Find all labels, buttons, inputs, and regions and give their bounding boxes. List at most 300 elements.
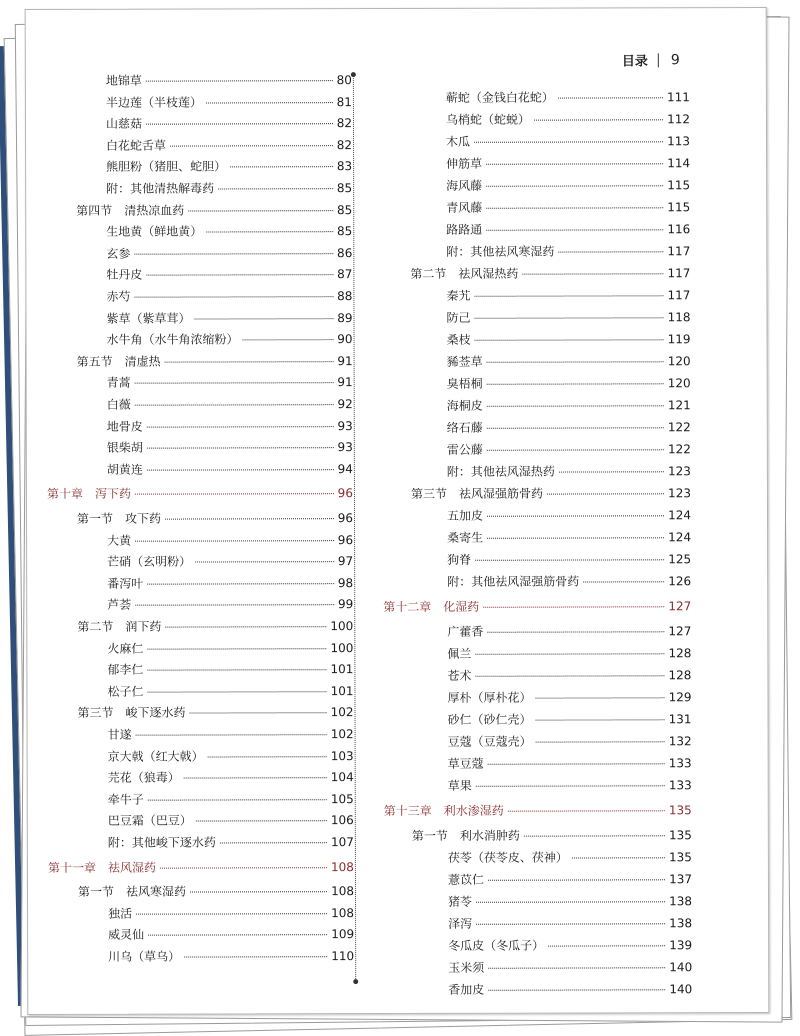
dot-leader <box>165 518 334 519</box>
toc-entry[interactable] <box>108 833 354 851</box>
toc-entry[interactable] <box>107 330 353 348</box>
toc-entry[interactable] <box>447 330 691 348</box>
dot-leader <box>486 229 663 230</box>
toc-entry-title: 薏苡仁 <box>447 872 484 887</box>
toc-entry-title: 草果 <box>447 778 472 793</box>
dot-leader <box>184 956 327 957</box>
dot-leader <box>476 901 665 902</box>
toc-page-number: 140 <box>669 982 693 997</box>
dot-leader <box>486 185 663 186</box>
toc-page-number: 115 <box>667 200 691 215</box>
toc-page-number: 123 <box>668 486 691 501</box>
toc-entry[interactable] <box>106 71 352 89</box>
toc-chapter-number: 第十一章 <box>47 860 96 875</box>
toc-page-number: 129 <box>668 690 692 705</box>
dot-leader <box>195 561 334 562</box>
dot-leader <box>146 80 333 81</box>
toc-page-number: 121 <box>667 398 691 413</box>
toc-entry-title: 络石藤 <box>446 420 483 435</box>
dot-leader <box>483 606 664 607</box>
toc-page-number: 85 <box>336 202 353 217</box>
dot-leader <box>487 383 664 384</box>
dot-leader <box>508 810 665 811</box>
toc-entry[interactable] <box>106 114 352 132</box>
toc-entry-title: 桑枝 <box>446 332 471 347</box>
toc-entry[interactable] <box>108 947 354 965</box>
toc-entry[interactable] <box>107 438 353 456</box>
dot-leader <box>147 583 334 584</box>
toc-page-number: 139 <box>669 938 693 953</box>
dot-leader <box>134 253 333 255</box>
toc-entry-title: 紫草（紫草茸） <box>106 311 191 326</box>
toc-entry-title: 山慈菇 <box>105 116 143 131</box>
dot-leader <box>146 275 333 276</box>
dot-leader <box>165 361 334 362</box>
toc-entry[interactable] <box>107 374 353 392</box>
dot-leader <box>536 741 665 742</box>
toc-page-number: 94 <box>337 461 353 476</box>
toc-entry-title: 赤芍 <box>106 289 131 304</box>
toc-page-number: 85 <box>336 224 353 239</box>
toc-entry[interactable] <box>446 220 690 238</box>
toc-entry-title: 芫花（狼毒） <box>107 770 180 785</box>
toc-entry-title: 青蒿 <box>106 376 131 391</box>
toc-entry-title: 祛风湿药 <box>107 860 156 875</box>
dot-leader <box>136 913 327 915</box>
toc-entry-title: 独活 <box>108 906 133 921</box>
dot-leader <box>487 405 664 406</box>
toc-section-entry[interactable] <box>76 201 352 219</box>
toc-entry[interactable] <box>446 154 690 172</box>
toc-entry-title: 番泻叶 <box>107 576 144 591</box>
toc-entry[interactable] <box>108 725 354 743</box>
toc-entry-title: 秦艽 <box>446 288 471 303</box>
toc-entry[interactable] <box>108 747 354 765</box>
toc-page-number: 117 <box>667 266 691 281</box>
toc-entry-title: 路路通 <box>446 222 483 237</box>
dot-leader <box>486 163 663 164</box>
toc-entry-title: 第二节 祛风湿热药 <box>410 266 519 281</box>
toc-entry[interactable] <box>446 88 690 106</box>
toc-entry[interactable] <box>446 242 690 260</box>
toc-page-number: 80 <box>336 73 352 88</box>
toc-entry[interactable] <box>448 732 692 750</box>
toc-entry-title: 牡丹皮 <box>106 268 143 283</box>
toc-entry-title: 豨莶草 <box>446 354 483 369</box>
toc-entry-title: 海风藤 <box>446 178 483 193</box>
toc-entry[interactable] <box>446 176 690 194</box>
dot-leader <box>534 119 663 120</box>
dot-leader <box>148 935 327 936</box>
toc-entry-title: 第一节 祛风寒湿药 <box>77 884 187 900</box>
toc-section-entry[interactable] <box>77 509 353 527</box>
toc-entry[interactable] <box>107 531 353 549</box>
toc-entry-title: 蕲蛇（金钱白花蛇） <box>445 90 554 105</box>
toc-page-number: 92 <box>337 397 353 412</box>
toc-entry-title: 狗脊 <box>447 552 472 567</box>
toc-page-number: 105 <box>330 791 354 806</box>
toc-entry-title: 附：其他清热解毒药 <box>106 181 215 196</box>
toc-entry-title: 豆蔻（豆蔻壳） <box>447 734 532 749</box>
dot-leader <box>475 653 664 654</box>
toc-page-number: 101 <box>330 683 354 698</box>
dot-leader <box>548 945 665 946</box>
toc-entry[interactable] <box>448 980 692 998</box>
toc-entry[interactable] <box>448 776 692 794</box>
toc-entry-title: 草豆蔻 <box>447 756 484 771</box>
dot-leader <box>475 559 664 560</box>
toc-entry[interactable] <box>447 506 691 524</box>
toc-entry[interactable] <box>447 418 691 436</box>
toc-entry[interactable] <box>448 958 692 976</box>
toc-page-number: 96 <box>337 486 353 501</box>
toc-page-number: 108 <box>331 859 354 874</box>
toc-entry-title: 广藿香 <box>447 624 484 639</box>
dot-leader <box>147 669 326 670</box>
header-section-title: 目录 <box>621 54 648 70</box>
dot-leader <box>160 867 327 868</box>
toc-entry-title: 附：其他峻下逐水药 <box>107 835 216 850</box>
toc-entry-title: 五加皮 <box>446 508 484 523</box>
toc-chapter-entry[interactable] <box>384 801 692 819</box>
toc-entry[interactable] <box>447 666 691 684</box>
dot-leader <box>474 295 663 296</box>
toc-entry[interactable] <box>447 550 691 568</box>
toc-section-entry[interactable] <box>77 352 353 370</box>
toc-entry[interactable] <box>446 198 690 216</box>
toc-page-number: 114 <box>667 156 691 171</box>
dot-leader <box>488 763 665 764</box>
toc-entry-title: 佩兰 <box>447 646 472 661</box>
toc-page-number: 115 <box>667 178 691 193</box>
toc-entry-title: 第四节 清热凉血药 <box>76 203 185 218</box>
toc-entry-title: 郁李仁 <box>107 662 144 677</box>
dot-leader <box>184 777 327 778</box>
toc-page-number: 85 <box>336 181 353 196</box>
header-divider <box>658 53 659 67</box>
toc-chapter-entry[interactable] <box>48 858 354 876</box>
toc-page-number: 102 <box>330 705 354 720</box>
dot-leader <box>196 821 327 822</box>
toc-entry[interactable] <box>447 374 691 392</box>
toc-entry-title: 玉米须 <box>448 960 485 975</box>
toc-entry[interactable] <box>108 790 354 808</box>
dot-leader <box>135 605 334 607</box>
toc-page-number: 107 <box>330 835 354 850</box>
dot-leader <box>218 188 333 189</box>
toc-page-number: 120 <box>667 354 691 369</box>
toc-entry[interactable] <box>448 936 692 954</box>
dot-leader <box>147 469 334 470</box>
dot-leader <box>146 123 333 124</box>
toc-page-number: 110 <box>331 949 355 964</box>
dot-leader <box>147 447 334 448</box>
dot-leader <box>572 857 665 858</box>
toc-page-number: 100 <box>330 619 354 634</box>
toc-page-number: 138 <box>669 894 693 909</box>
toc-entry-title: 利水渗湿药 <box>443 803 504 818</box>
toc-entry-title: 海桐皮 <box>446 398 483 413</box>
toc-entry-title: 附：其他祛风湿热药 <box>446 464 555 479</box>
toc-page-number: 128 <box>668 646 692 661</box>
toc-page-number: 123 <box>667 464 691 479</box>
toc-entry[interactable] <box>448 892 692 910</box>
toc-entry[interactable] <box>447 688 691 706</box>
running-header <box>622 50 680 69</box>
toc-entry[interactable] <box>447 352 691 370</box>
toc-entry[interactable] <box>106 136 352 154</box>
toc-entry[interactable] <box>446 132 690 150</box>
toc-entry[interactable] <box>447 572 691 590</box>
dot-leader <box>522 273 663 274</box>
toc-page-number: 113 <box>667 134 691 149</box>
toc-page-number: 124 <box>668 508 692 523</box>
toc-entry[interactable] <box>447 396 691 414</box>
toc-entry-title: 巴豆霜（巴豆） <box>107 813 192 829</box>
toc-entry[interactable] <box>447 622 691 640</box>
dot-leader <box>476 923 665 924</box>
toc-page-number: 140 <box>669 960 693 975</box>
toc-page-number: 126 <box>668 574 692 589</box>
toc-page-number: 133 <box>668 778 692 793</box>
toc-page-number: 91 <box>337 353 353 368</box>
toc-entry-title: 厚朴（厚朴花） <box>447 690 532 705</box>
toc-entry-title: 大黄 <box>107 533 132 548</box>
toc-page-number: 83 <box>336 159 353 174</box>
dot-leader <box>243 339 334 340</box>
toc-entry-title: 砂仁（砂仁壳） <box>447 712 532 727</box>
toc-entry-title: 茯苓（茯苓皮、茯神） <box>447 850 568 865</box>
toc-entry[interactable] <box>107 596 353 614</box>
dot-leader <box>488 879 665 880</box>
toc-entry-title: 伸筋草 <box>446 156 483 171</box>
dot-leader <box>486 207 663 208</box>
toc-page <box>25 7 770 1015</box>
toc-entry-title: 冬瓜皮（冬瓜子） <box>448 938 545 953</box>
dot-leader <box>195 318 334 319</box>
toc-entry[interactable] <box>108 812 354 830</box>
toc-entry-title: 第二节 润下药 <box>77 619 162 634</box>
dot-leader <box>136 734 327 736</box>
toc-entry[interactable] <box>107 682 353 700</box>
toc-entry[interactable] <box>447 644 691 662</box>
toc-entry-title: 京大戟（红大戟） <box>107 749 204 764</box>
toc-page-number: 127 <box>668 624 692 639</box>
dot-leader <box>170 145 333 146</box>
toc-entry-title: 泽泻 <box>448 916 473 931</box>
toc-page-number: 108 <box>331 884 355 899</box>
toc-page-number: 137 <box>669 872 692 887</box>
dot-leader <box>487 449 664 450</box>
toc-page-number: 90 <box>337 332 353 347</box>
dot-leader <box>488 989 665 990</box>
toc-entry[interactable] <box>107 639 353 657</box>
toc-entry[interactable] <box>447 462 691 480</box>
toc-entry[interactable] <box>107 417 353 435</box>
toc-entry[interactable] <box>446 110 690 128</box>
toc-entry[interactable] <box>106 244 352 262</box>
toc-page-number: 93 <box>337 440 353 455</box>
toc-entry-title: 桑寄生 <box>447 530 484 545</box>
dot-leader <box>148 799 327 800</box>
toc-entry[interactable] <box>448 914 692 932</box>
toc-entry[interactable] <box>448 710 692 728</box>
toc-page-number: 82 <box>336 137 353 152</box>
dot-leader <box>147 426 334 427</box>
toc-entry[interactable] <box>106 179 352 197</box>
divider-dot-bottom <box>353 979 358 984</box>
dot-leader <box>558 251 663 252</box>
toc-entry[interactable] <box>106 93 352 111</box>
toc-entry-title: 熊胆粉（猪胆、蛇胆） <box>106 159 227 175</box>
dot-leader <box>147 691 326 692</box>
dot-leader <box>476 785 665 786</box>
toc-entry[interactable] <box>106 266 352 284</box>
toc-page-number: 81 <box>336 94 352 109</box>
toc-entry-title: 芦荟 <box>107 598 132 613</box>
toc-section-entry[interactable] <box>78 704 354 722</box>
dot-leader <box>135 383 334 385</box>
toc-section-entry[interactable] <box>412 826 692 844</box>
dot-leader <box>487 631 664 632</box>
toc-chapter-number: 第十二章 <box>383 599 432 615</box>
toc-entry[interactable] <box>107 552 353 570</box>
dot-leader <box>134 296 333 298</box>
toc-page-number: 86 <box>337 245 353 260</box>
toc-section-entry[interactable] <box>410 264 690 282</box>
toc-page-number: 133 <box>668 756 692 771</box>
dot-leader <box>230 167 333 168</box>
toc-entry[interactable] <box>106 309 352 327</box>
toc-entry[interactable] <box>108 904 354 922</box>
toc-entry-title: 白花蛇舌草 <box>106 138 167 153</box>
toc-page-number: 96 <box>337 511 354 526</box>
toc-entry-title: 臭梧桐 <box>446 376 483 391</box>
toc-entry[interactable] <box>448 848 692 866</box>
toc-page-number: 91 <box>337 375 353 390</box>
toc-entry-title: 芒硝（玄明粉） <box>107 554 192 569</box>
toc-page-number: 122 <box>667 442 691 457</box>
toc-entry[interactable] <box>107 574 353 592</box>
dot-leader <box>188 210 333 211</box>
dot-leader <box>536 719 665 720</box>
toc-page-number: 125 <box>668 552 692 567</box>
toc-entry[interactable] <box>446 286 690 304</box>
toc-entry-title: 泻下药 <box>94 487 132 502</box>
toc-entry-title: 银柴胡 <box>106 440 143 455</box>
toc-page-number: 89 <box>337 310 353 325</box>
toc-page-number: 118 <box>667 310 691 325</box>
toc-entry[interactable] <box>448 870 692 888</box>
toc-entry-title: 火麻仁 <box>107 641 144 656</box>
toc-page-number: 101 <box>330 662 354 677</box>
toc-entry[interactable] <box>108 768 354 786</box>
toc-entry[interactable] <box>106 222 352 240</box>
toc-page-number: 117 <box>667 288 691 303</box>
toc-entry-title: 地骨皮 <box>106 419 143 434</box>
dot-leader <box>487 427 664 428</box>
dot-leader <box>135 404 334 406</box>
toc-section-entry[interactable] <box>78 882 354 900</box>
dot-leader <box>474 141 663 142</box>
toc-entry-title: 白薇 <box>106 397 131 412</box>
toc-page-number: 98 <box>337 575 354 590</box>
toc-entry-title: 化湿药 <box>443 599 480 614</box>
toc-page-number: 112 <box>667 112 690 127</box>
toc-page-number: 103 <box>330 748 354 763</box>
toc-entry[interactable] <box>107 395 353 413</box>
toc-entry[interactable] <box>446 308 690 326</box>
toc-page-number: 120 <box>667 376 691 391</box>
toc-page-number: 117 <box>667 244 691 259</box>
toc-entry-title: 猪苓 <box>448 894 473 909</box>
toc-entry-title: 雷公藤 <box>446 442 483 457</box>
toc-entry-title: 胡黄连 <box>106 462 143 477</box>
toc-entry-title: 木瓜 <box>446 134 471 149</box>
toc-chapter-entry[interactable] <box>47 485 353 503</box>
toc-entry[interactable] <box>106 158 352 176</box>
toc-entry-title: 乌梢蛇（蛇蜕） <box>445 112 531 127</box>
toc-chapter-entry[interactable] <box>383 597 691 615</box>
toc-page-number: 122 <box>667 420 691 435</box>
dot-leader <box>475 675 664 676</box>
dot-leader <box>475 339 664 340</box>
toc-page-number: 88 <box>337 289 353 304</box>
toc-entry[interactable] <box>447 528 691 546</box>
dot-leader <box>135 540 334 542</box>
toc-page-number: 109 <box>331 927 355 942</box>
toc-page-number: 102 <box>330 727 354 742</box>
toc-entry-title: 第三节 峻下逐水药 <box>77 705 186 721</box>
toc-page-number: 93 <box>337 418 353 433</box>
toc-page-number: 100 <box>330 640 354 655</box>
toc-entry-title: 半边莲（半枝莲） <box>105 95 202 110</box>
toc-page-number: 96 <box>337 532 354 547</box>
toc-section-entry[interactable] <box>77 617 353 635</box>
toc-entry-title: 第一节 利水消肿药 <box>411 828 520 843</box>
toc-entry[interactable] <box>447 440 691 458</box>
dot-leader <box>559 471 664 472</box>
toc-entry[interactable] <box>107 660 353 678</box>
dot-leader <box>524 835 665 836</box>
toc-chapter-number: 第十三章 <box>383 803 432 819</box>
toc-entry-title: 香加皮 <box>448 982 485 997</box>
toc-entry[interactable] <box>106 287 352 305</box>
toc-section-entry[interactable] <box>411 484 691 502</box>
toc-page-number: 116 <box>667 222 691 237</box>
dot-leader <box>190 713 327 714</box>
toc-entry-title: 威灵仙 <box>108 928 145 943</box>
toc-entry-title: 玄参 <box>106 246 131 261</box>
dot-leader <box>220 842 327 843</box>
toc-entry[interactable] <box>448 754 692 772</box>
toc-entry[interactable] <box>108 926 354 944</box>
dot-leader <box>190 891 327 892</box>
dot-leader <box>206 102 333 103</box>
toc-page-number: 106 <box>330 813 354 828</box>
toc-entry-title: 第五节 清虚热 <box>76 354 161 369</box>
toc-entry-title: 甘遂 <box>107 727 132 742</box>
toc-entry[interactable] <box>107 460 353 478</box>
dot-leader <box>135 494 334 496</box>
toc-entry-title: 生地黄（鲜地黄） <box>106 224 203 239</box>
toc-page-number: 87 <box>337 267 353 282</box>
header-page-number: 9 <box>670 51 680 68</box>
toc-page-number: 111 <box>666 90 690 105</box>
toc-entry-title: 水牛角（水牛角浓缩粉） <box>106 332 239 347</box>
toc-entry-title: 第三节 祛风湿强筋骨药 <box>410 486 543 501</box>
dot-leader <box>536 697 665 698</box>
